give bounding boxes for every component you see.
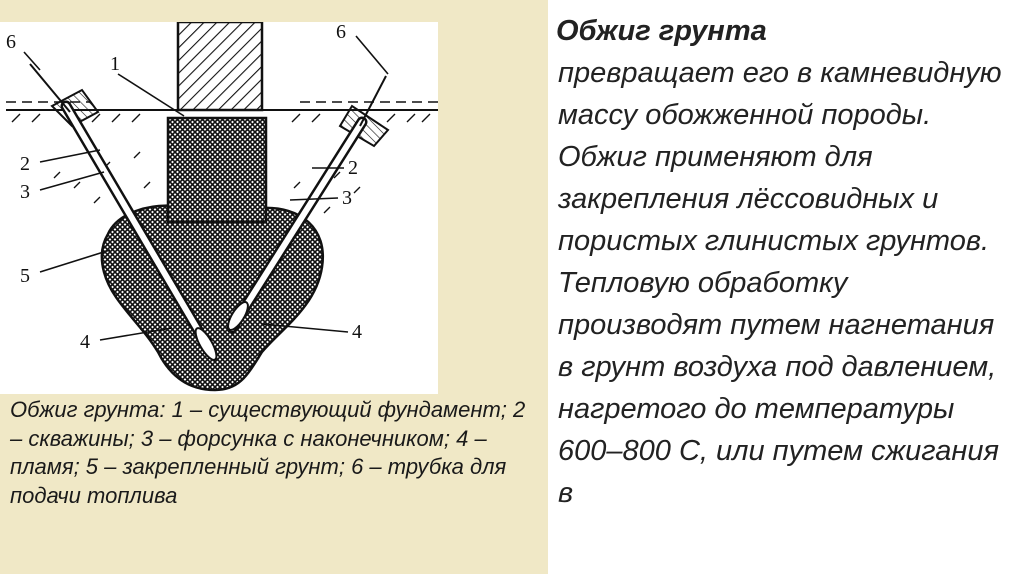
label-well-right: 2 xyxy=(348,157,358,179)
figure-caption: Обжиг грунта: 1 – существующий фундамент; 2 – скважины; 3 – форсунка с наконечником; 4 – пламя; 5 – закрепленный грунт; 6 – трубка для подачи топлива xyxy=(10,397,526,508)
description-body: превращает его в камневидную массу обожженной породы. Обжиг применяют для закрепления лёссовидных и пористых глинистых грунтов. Тепловую обработку производят путем нагнетания в грунт воздуха под давлением, нагретого до температуры 600–800 С, или путем сжигания в xyxy=(558,57,1002,509)
foundation-footing xyxy=(168,118,266,222)
description-heading: Обжиг грунта xyxy=(556,15,767,47)
soil-burning-diagram xyxy=(0,22,438,394)
label-injector-right: 3 xyxy=(342,187,352,209)
label-injector-left: 3 xyxy=(20,181,30,203)
label-fuel-tube-left: 6 xyxy=(6,31,16,53)
label-well-left: 2 xyxy=(20,153,30,175)
label-fuel-tube-right: 6 xyxy=(336,22,346,43)
description-text xyxy=(556,10,1016,514)
label-foundation: 1 xyxy=(110,53,120,75)
label-flame-right: 4 xyxy=(352,321,362,343)
foundation-wall xyxy=(178,22,262,110)
label-flame-left: 4 xyxy=(80,331,90,353)
label-fixed-soil: 5 xyxy=(20,265,30,287)
